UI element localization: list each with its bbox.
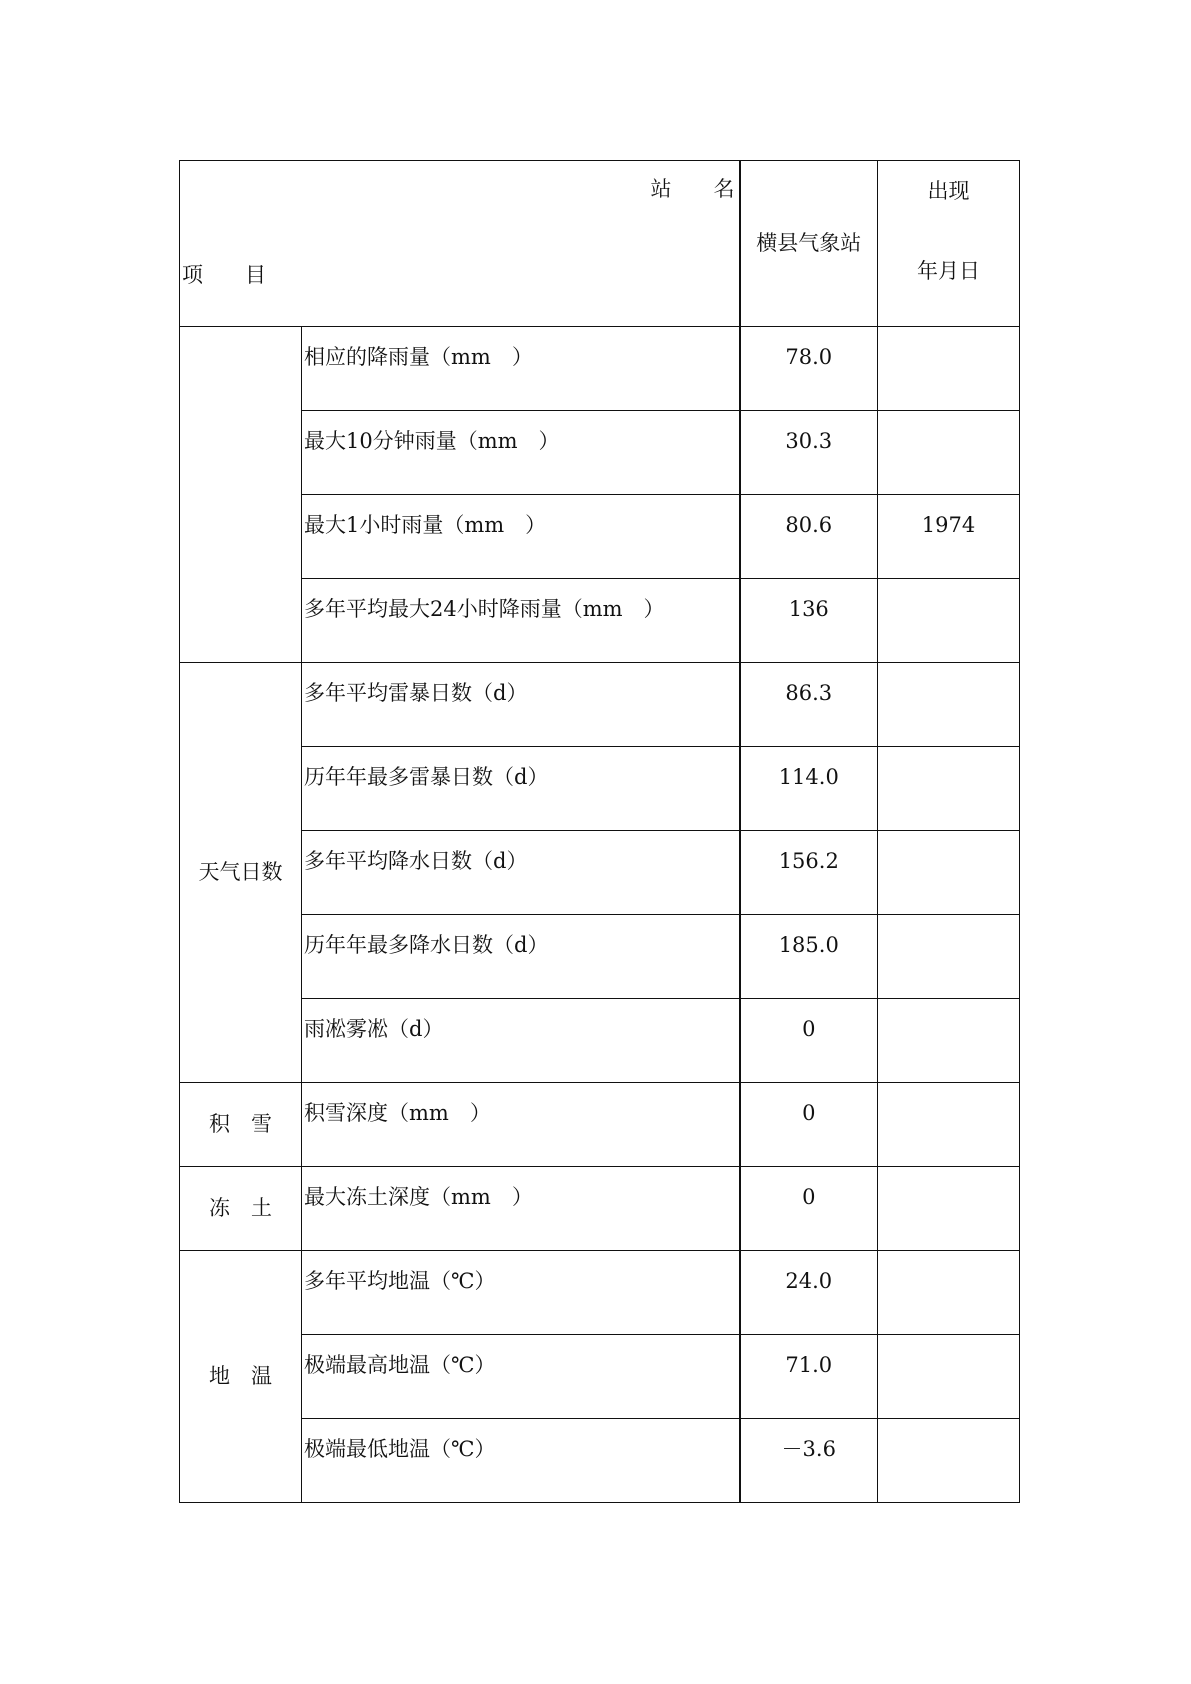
value-cell: 30.3 bbox=[740, 411, 878, 495]
climate-data-table bbox=[179, 160, 1020, 1503]
item-label: 历年年最多雷暴日数（d） bbox=[302, 747, 740, 831]
date-cell bbox=[878, 411, 1020, 495]
item-label: 最大10分钟雨量（mm ） bbox=[302, 411, 740, 495]
value-cell: 71.0 bbox=[740, 1335, 878, 1419]
header-appear-date-cell bbox=[878, 161, 1020, 327]
value-cell: 114.0 bbox=[740, 747, 878, 831]
value-cell: 78.0 bbox=[740, 327, 878, 411]
header-station-label: 站 名 bbox=[650, 177, 735, 201]
date-cell bbox=[878, 1251, 1020, 1335]
item-label: 多年平均地温（℃） bbox=[302, 1251, 740, 1335]
date-cell bbox=[878, 1083, 1020, 1167]
item-label: 最大1小时雨量（mm ） bbox=[302, 495, 740, 579]
item-label: 多年平均降水日数（d） bbox=[302, 831, 740, 915]
table-row bbox=[180, 327, 1020, 411]
table-row bbox=[180, 831, 1020, 915]
group-rainfall bbox=[180, 327, 302, 663]
value-cell: 156.2 bbox=[740, 831, 878, 915]
date-cell bbox=[878, 327, 1020, 411]
item-label: 相应的降雨量（mm ） bbox=[302, 327, 740, 411]
value-cell: 24.0 bbox=[740, 1251, 878, 1335]
header-diagonal-cell bbox=[180, 161, 740, 327]
table-row bbox=[180, 1251, 1020, 1335]
table-row bbox=[180, 495, 1020, 579]
date-cell bbox=[878, 747, 1020, 831]
item-label: 多年平均最大24小时降雨量（mm ） bbox=[302, 579, 740, 663]
date-cell bbox=[878, 831, 1020, 915]
item-label: 最大冻土深度（mm ） bbox=[302, 1167, 740, 1251]
value-cell: 80.6 bbox=[740, 495, 878, 579]
value-cell: 86.3 bbox=[740, 663, 878, 747]
item-label: 极端最高地温（℃） bbox=[302, 1335, 740, 1419]
date-cell bbox=[878, 999, 1020, 1083]
table-header-row bbox=[180, 161, 1020, 327]
group-weather-days: 天气日数 bbox=[180, 663, 302, 1083]
table-row bbox=[180, 1419, 1020, 1503]
table-row bbox=[180, 1083, 1020, 1167]
item-label: 积雪深度（mm ） bbox=[302, 1083, 740, 1167]
date-cell bbox=[878, 1335, 1020, 1419]
date-cell bbox=[878, 1419, 1020, 1503]
item-label: 历年年最多降水日数（d） bbox=[302, 915, 740, 999]
header-station-name: 横县气象站 bbox=[740, 161, 878, 327]
value-cell: 136 bbox=[740, 579, 878, 663]
header-item-label: 项 目 bbox=[182, 262, 266, 287]
value-cell: 0 bbox=[740, 1167, 878, 1251]
header-date-label: 年月日 bbox=[917, 259, 980, 283]
table-row bbox=[180, 1167, 1020, 1251]
item-label: 多年平均雷暴日数（d） bbox=[302, 663, 740, 747]
item-label: 极端最低地温（℃） bbox=[302, 1419, 740, 1503]
table-row bbox=[180, 999, 1020, 1083]
group-ground-temp: 地 温 bbox=[180, 1251, 302, 1503]
date-cell: 1974 bbox=[878, 495, 1020, 579]
value-cell: 185.0 bbox=[740, 915, 878, 999]
date-cell bbox=[878, 663, 1020, 747]
table-row bbox=[180, 747, 1020, 831]
header-appear-label: 出现 bbox=[927, 179, 970, 203]
value-cell: 0 bbox=[740, 999, 878, 1083]
table-row bbox=[180, 411, 1020, 495]
group-snow: 积 雪 bbox=[180, 1083, 302, 1167]
value-cell: 0 bbox=[740, 1083, 878, 1167]
table-row bbox=[180, 915, 1020, 999]
table-row bbox=[180, 1335, 1020, 1419]
value-cell: －3.6 bbox=[740, 1419, 878, 1503]
item-label: 雨凇雾凇（d） bbox=[302, 999, 740, 1083]
date-cell bbox=[878, 915, 1020, 999]
group-frozen-soil: 冻 土 bbox=[180, 1167, 302, 1251]
table-row bbox=[180, 663, 1020, 747]
table-row bbox=[180, 579, 1020, 663]
date-cell bbox=[878, 579, 1020, 663]
date-cell bbox=[878, 1167, 1020, 1251]
